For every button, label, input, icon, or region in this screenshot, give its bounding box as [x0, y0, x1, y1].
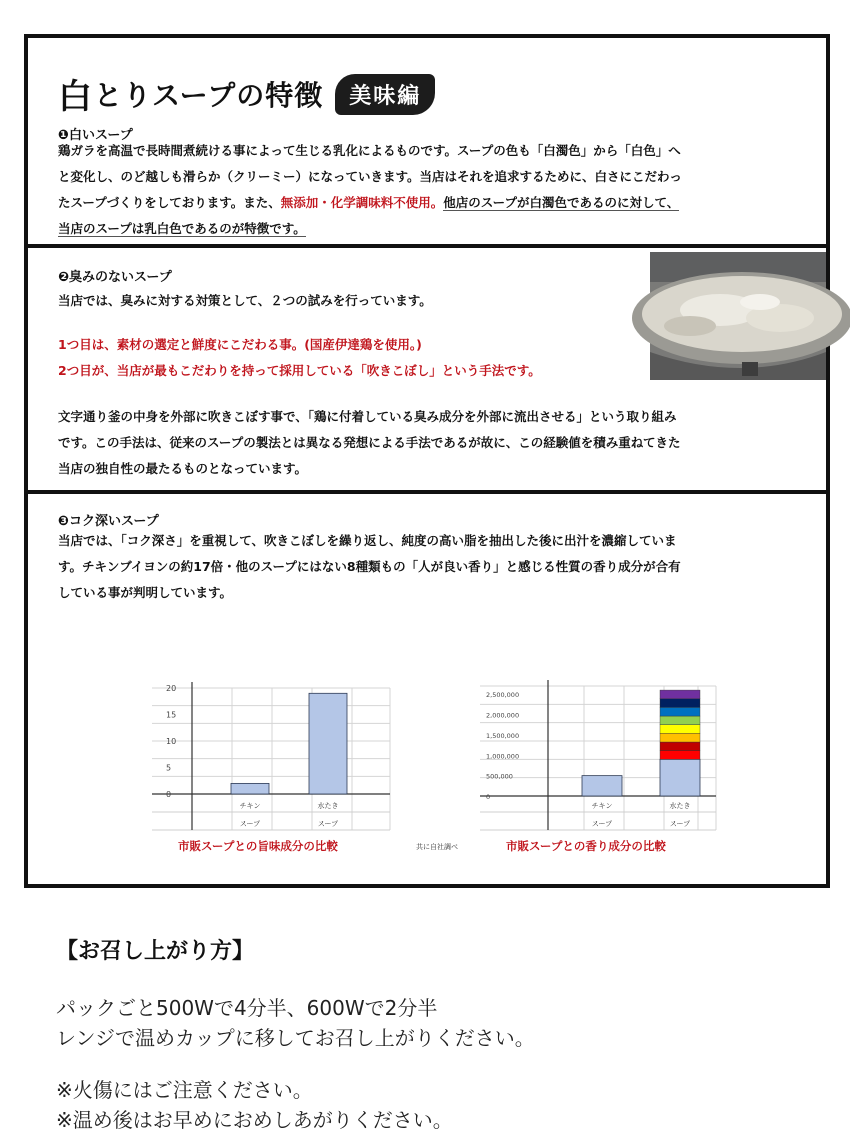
bar-stack-segment	[660, 690, 700, 699]
category-label: 水たき	[317, 802, 339, 810]
boiling-pot-image	[650, 252, 826, 380]
aroma-chart-title: 市販スープとの香り成分の比較	[506, 839, 666, 853]
y-tick-label: 10	[166, 737, 177, 746]
bar-stack-segment	[660, 742, 700, 751]
category-label: スープ	[239, 820, 261, 828]
umami-chart-title: 市販スープとの旨味成分の比較	[178, 839, 338, 853]
section2-heading: ❷臭みのないスープ	[58, 270, 172, 285]
logo-mark	[58, 70, 92, 118]
section2-line3: 当店の独自性の最たるものとなっています。	[58, 461, 308, 476]
section2-line1: 文字通り釜の中身を外部に吹きこぼす事で、「鶏に付着している臭み成分を外部に流出させる」という取り組み	[58, 409, 677, 424]
section-divider-1	[28, 244, 826, 248]
section2-body	[58, 404, 828, 482]
category-label: スープ	[669, 820, 691, 828]
howto-line2: レンジで温めカップに移してお召し上がりください。	[56, 1026, 535, 1050]
section1-additive-free: 無添加・化学調味料不使用。	[280, 195, 444, 210]
bar	[660, 759, 700, 796]
page-title: とりスープの特徴	[94, 79, 324, 112]
section1-line1: 鶏ガラを高温で長時間煮続ける事によって生じる乳化によるものです。スープの色も「白濁色」から「白色」へ	[58, 143, 681, 158]
y-tick-label: 20	[166, 684, 177, 693]
category-label: スープ	[317, 820, 339, 828]
section2-intro: 当店では、臭みに対する対策として、２つの試みを行っています。	[58, 293, 432, 308]
section3-body	[58, 528, 828, 606]
title-row	[58, 66, 435, 122]
howto-note2: ※温め後はお早めにおめしあがりください。	[56, 1108, 453, 1132]
y-tick-label: 2,500,000	[486, 691, 520, 700]
howto-note1: ※火傷にはご注意ください。	[56, 1078, 313, 1102]
section1-line3c: 他店のスープが白濁色であるのに対して、	[443, 195, 680, 210]
section2-line2: です。この手法は、従来のスープの製法とは異なる発想による手法であるが故に、この経験値を積み重ねてきた	[58, 435, 681, 450]
bar	[231, 783, 269, 794]
section1-line3	[58, 190, 828, 216]
section-divider-2	[28, 490, 826, 494]
bar-stack-segment	[660, 707, 700, 716]
y-tick-label: 5	[166, 763, 172, 773]
section1-line3a: たスープづくりをしております。また、	[58, 195, 281, 210]
y-tick-label: 15	[166, 710, 177, 720]
section1-line2: と変化し、のど越しも滑らか（クリーミー）になっていきます。当店はそれを追求するために、白さにこだわっ	[58, 169, 682, 184]
logo-char: 白	[58, 77, 92, 117]
section3-line1: 当店では、「コク深さ」を重視して、吹きこぼしを繰り返し、純度の高い脂を抽出した後に出汁を濃縮していま	[58, 533, 677, 548]
y-tick-label: 2,000,000	[486, 711, 520, 720]
section3-heading: ❸コク深いスープ	[58, 514, 159, 529]
features-panel	[24, 34, 830, 888]
category-label: スープ	[591, 820, 613, 828]
section2-point2: 2つ目が、当店が最もこだわりを持って採用している「吹きこぼし」という手法です。	[58, 363, 541, 378]
y-tick-label: 500,000	[486, 772, 513, 781]
y-tick-label: 1,000,000	[486, 752, 520, 761]
bar-stack-segment	[660, 725, 700, 734]
category-label: チキン	[591, 802, 613, 810]
chart-background	[150, 638, 390, 834]
category-label: チキン	[239, 802, 261, 810]
howto-line1: パックごと500Wで4分半、600Wで2分半	[56, 996, 438, 1020]
y-tick-label: 1,500,000	[486, 731, 520, 740]
bar-stack-segment	[660, 716, 700, 725]
title-badge: 美味編	[335, 74, 435, 115]
bar-stack-segment	[660, 751, 700, 760]
howto-heading: 【お召し上がり方】	[56, 939, 255, 964]
aroma-chart	[476, 640, 716, 834]
section1-body	[58, 138, 828, 242]
section2-point1: 1つ目は、素材の選定と鮮度にこだわる事。(国産伊達鶏を使用。)	[58, 337, 422, 352]
section1-line4: 当店のスープは乳白色であるのが特徴です。	[58, 221, 306, 236]
umami-chart	[150, 638, 390, 834]
y-tick-label: 0	[486, 793, 491, 801]
section3-line3: している事が判明しています。	[58, 585, 233, 600]
bar-stack-segment	[660, 733, 700, 742]
bar-stack-segment	[660, 699, 700, 708]
section1-heading: ❶白いスープ	[58, 128, 133, 143]
source-note: 共に自社調べ	[416, 843, 458, 851]
boiling-pot-photo	[650, 252, 826, 380]
section3-line2: す。チキンブイヨンの約17倍・他のスープにはない8種類もの「人が良い香り」と感じる性質の香り成分が合有	[58, 559, 681, 574]
y-tick-label: 0	[166, 790, 172, 799]
bar	[309, 693, 347, 794]
category-label: 水たき	[669, 802, 691, 810]
bar	[582, 776, 622, 796]
